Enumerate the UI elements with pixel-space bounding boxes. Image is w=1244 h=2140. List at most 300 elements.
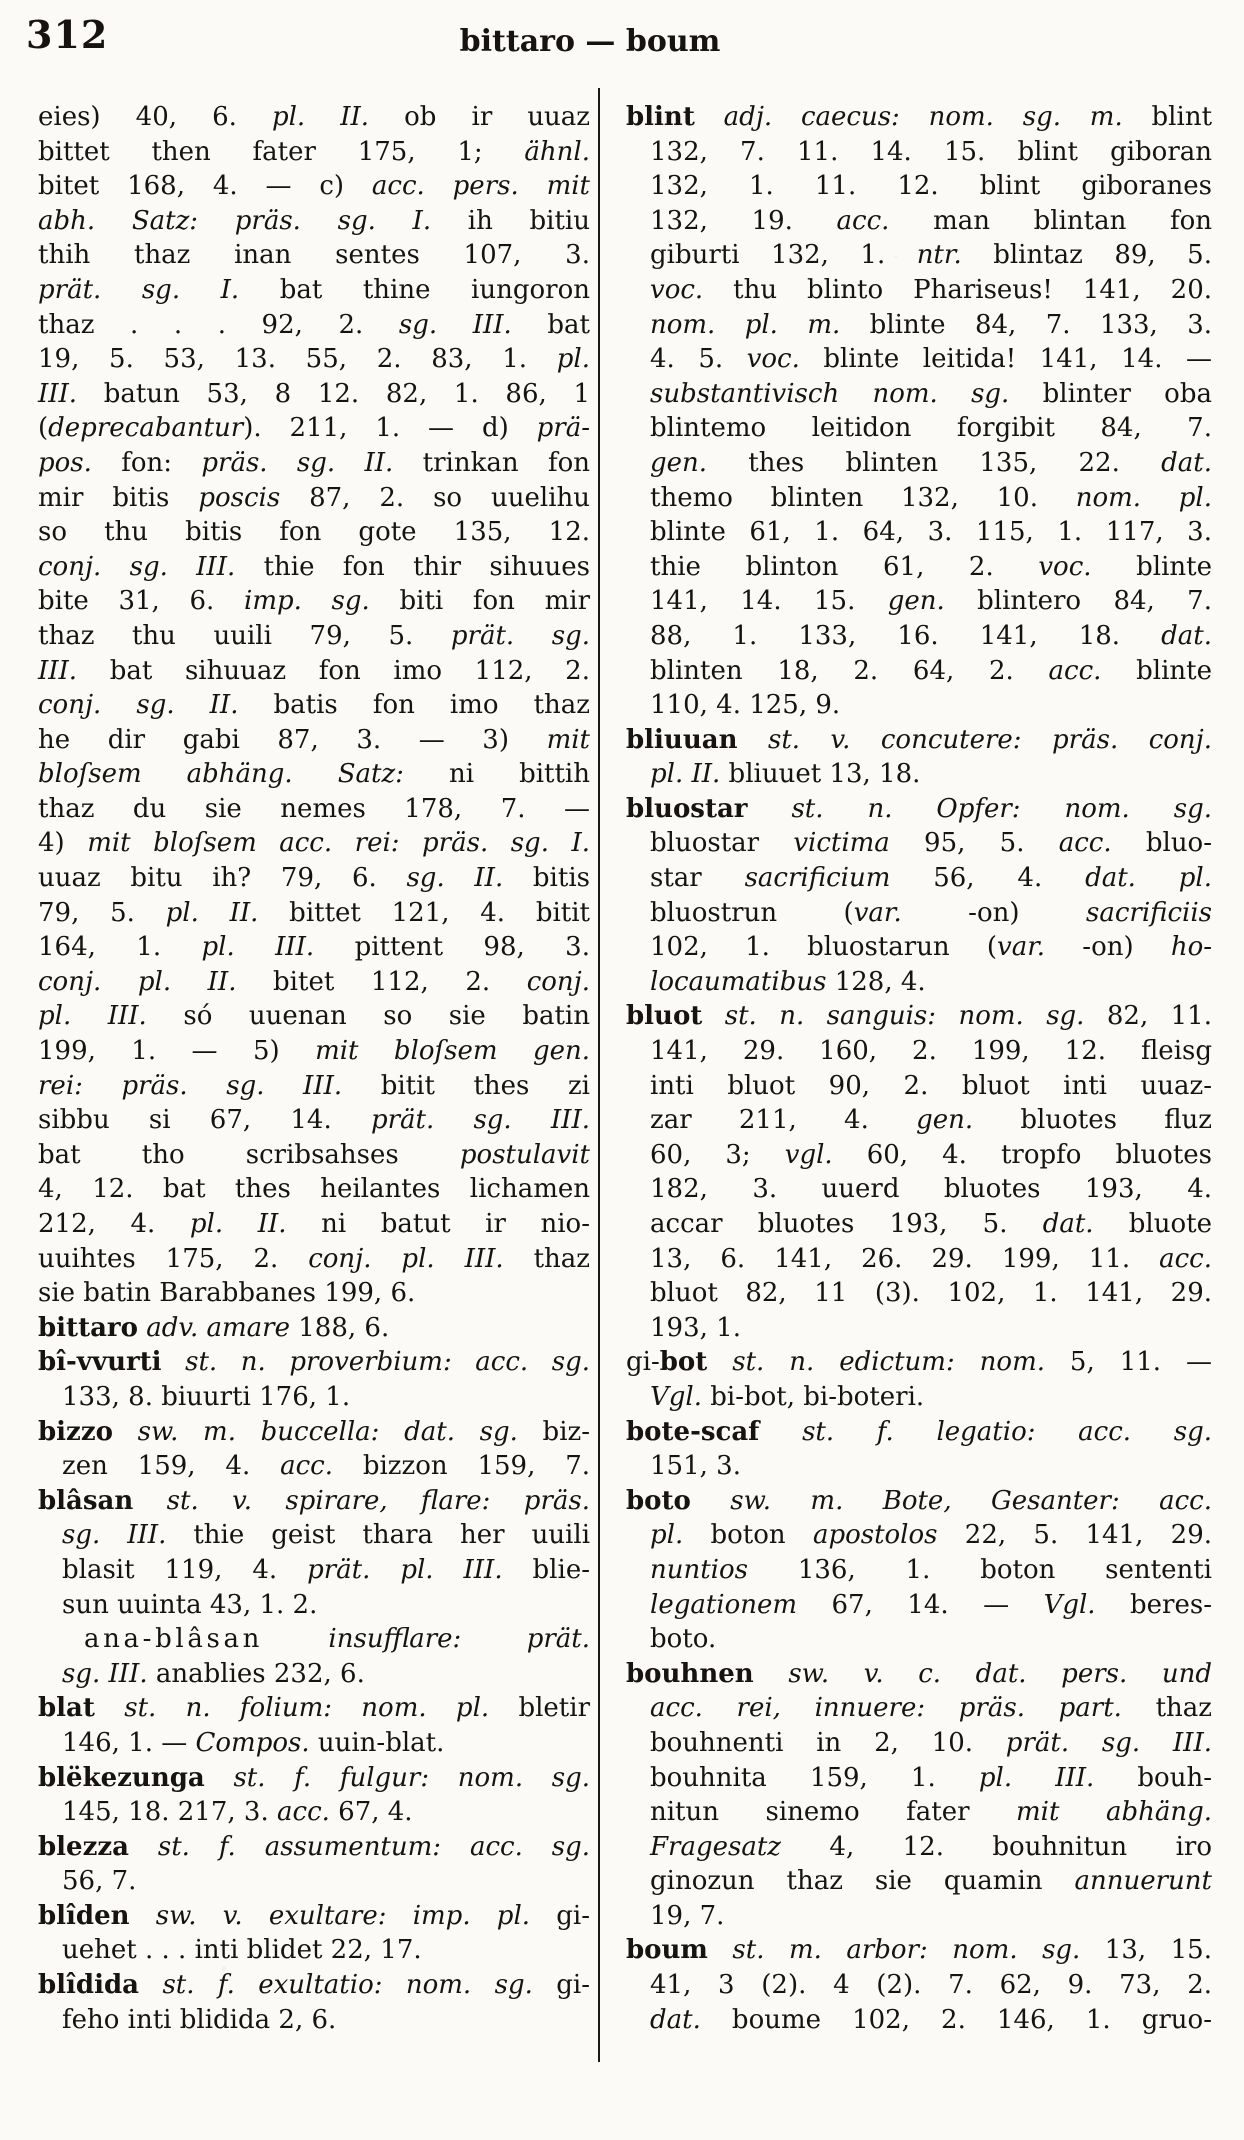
text-segment: 67, 14. — <box>797 1589 1044 1620</box>
text-segment: acc. <box>277 1797 330 1828</box>
text-segment: 146, 1. — <box>62 1727 196 1758</box>
text-segment: 128, 4. <box>826 966 926 997</box>
text-segment: mit abhäng. <box>1016 1797 1213 1828</box>
text-segment: bat tho scribsahses <box>38 1139 460 1170</box>
text-segment: pl. II. <box>165 897 259 928</box>
text-segment: sw. v. c. dat. pers. und <box>788 1658 1213 1689</box>
dictionary-entry <box>626 792 1212 1000</box>
text-segment: bite 31, 6. <box>38 586 244 617</box>
text-segment: man blintan fon <box>889 205 1212 236</box>
text-segment: biti fon mir <box>369 586 590 617</box>
entry-line <box>38 204 590 239</box>
entry-line <box>38 342 590 377</box>
entry-line <box>626 1795 1212 1830</box>
text-segment: beres- <box>1095 1589 1212 1620</box>
entry-line <box>38 1657 590 1692</box>
entry-line <box>626 1103 1212 1138</box>
text-segment: 164, 1. <box>38 932 202 963</box>
dictionary-entry <box>626 723 1212 792</box>
text-segment: blezza <box>38 1831 129 1862</box>
entry-line <box>626 135 1212 170</box>
dictionary-entry <box>626 100 1212 723</box>
text-segment: dat. <box>1161 620 1212 651</box>
text-segment: sacrificium <box>744 863 891 894</box>
entry-line <box>626 1864 1212 1899</box>
text-segment: st. n. edictum: nom. <box>732 1347 1045 1378</box>
text-segment: bittet then fater 175, 1; <box>38 136 525 167</box>
text-segment: blinte 61, 1. 64, 3. 115, 1. 117, 3. <box>650 517 1212 548</box>
dictionary-entry <box>38 1345 590 1414</box>
text-segment: anablies 232, 6. <box>147 1658 365 1689</box>
text-segment: deprecabantur <box>48 413 244 444</box>
text-segment <box>702 1001 724 1031</box>
text-segment: thih thaz inan sentes 107, 3. <box>38 240 590 271</box>
text-segment: III. <box>38 378 78 409</box>
text-segment: bitet 112, 2. <box>236 966 527 997</box>
dictionary-entry <box>626 1415 1212 1484</box>
text-segment: 95, 5. <box>889 828 1059 859</box>
entry-line <box>626 308 1212 343</box>
text-segment: 102, 1. bluostarun ( <box>650 932 998 963</box>
text-segment: gi- <box>532 1970 591 2001</box>
text-segment: bloſsem abhäng. Satz: <box>38 759 404 790</box>
entry-line <box>38 1761 590 1796</box>
text-segment: conj. sg. III. <box>38 551 236 582</box>
text-segment: bî-vvurti <box>38 1347 162 1378</box>
entry-line <box>38 584 590 619</box>
text-segment: bat <box>511 309 590 340</box>
dictionary-entry <box>38 1968 590 2037</box>
text-segment: ob ir uuaz <box>369 102 591 132</box>
text-segment: sw. m. Bote, Gesanter: acc. <box>730 1485 1212 1516</box>
entry-line <box>38 654 590 689</box>
text-segment: mit bloſsem acc. rei: präs. sg. I. <box>87 828 591 859</box>
entry-line <box>38 826 590 861</box>
text-segment: acc. rei, innuere: präs. part. <box>650 1693 1122 1724</box>
text-segment <box>707 1347 732 1377</box>
entry-line <box>38 1726 590 1761</box>
text-segment: giburti 132, 1. <box>650 240 917 271</box>
text-segment: abh. Satz: präs. sg. I. <box>38 205 432 236</box>
text-segment: dat. <box>1161 447 1212 478</box>
entry-line <box>38 377 590 412</box>
text-segment: sw. v. exultare: imp. pl. <box>155 1900 531 1931</box>
entry-line <box>38 411 590 446</box>
text-segment: prät. sg. <box>450 620 590 651</box>
text-segment: pl. II. <box>189 1209 287 1239</box>
text-segment: acc. pers. mit <box>371 171 591 202</box>
text-segment: 199, 1. — 5) <box>38 1036 316 1067</box>
text-segment: pl. <box>650 1520 684 1551</box>
text-segment: bote-scaf <box>626 1416 760 1447</box>
entry-line <box>38 1276 590 1311</box>
entry-line <box>38 1138 590 1173</box>
entry-line <box>38 999 590 1034</box>
entry-line <box>626 1311 1212 1346</box>
text-segment: Vgl. <box>650 1381 702 1412</box>
text-segment: sie batin Barabbanes 199, 6. <box>38 1278 416 1309</box>
text-segment: adj. caecus: nom. sg. m. <box>723 102 1123 132</box>
text-segment: blintero 84, 7. <box>944 586 1212 617</box>
text-segment: bouhnita 159, 1. <box>650 1762 979 1793</box>
text-segment: boume 102, 2. 146, 1. gruo- <box>700 2004 1212 2035</box>
text-segment: ( <box>38 413 49 444</box>
text-segment: pl. II. <box>271 102 370 132</box>
text-segment: blint <box>626 102 695 132</box>
entry-line <box>626 1830 1212 1865</box>
dictionary-entry <box>626 1345 1212 1414</box>
right-column <box>626 100 1212 2037</box>
text-segment: bitet 168, 4. — c) <box>38 171 372 202</box>
text-segment: 67, 4. <box>329 1797 413 1828</box>
text-segment: 212, 4. <box>38 1209 190 1239</box>
entry-line <box>626 1415 1212 1450</box>
text-segment: 22, 5. 141, 29. <box>937 1520 1212 1551</box>
text-segment <box>139 1970 162 2000</box>
running-title: bittaro — boum <box>459 24 721 59</box>
text-segment: st. f. legatio: acc. sg. <box>802 1416 1212 1447</box>
text-segment: blîden <box>38 1900 130 1931</box>
entry-line <box>626 1172 1212 1207</box>
entry-line <box>626 446 1212 481</box>
page-number: 312 <box>26 12 109 57</box>
entry-line <box>38 1933 590 1968</box>
text-segment: bluostar <box>626 793 748 824</box>
dictionary-entry <box>38 1311 590 1346</box>
text-segment: 56, 4. <box>890 863 1086 894</box>
column-divider <box>598 88 600 2062</box>
entry-line <box>38 515 590 550</box>
text-segment: blîdida <box>38 1970 140 2001</box>
entry-line <box>38 550 590 585</box>
text-segment: gen. <box>916 1105 974 1136</box>
text-segment: ana-blâsan <box>84 1624 263 1655</box>
text-segment: conj. pl. II. <box>38 966 237 997</box>
entry-line <box>38 688 590 723</box>
entry-line <box>38 861 590 896</box>
text-segment: 141, 14. 15. <box>650 586 888 617</box>
text-segment: acc. <box>836 205 890 236</box>
text-segment: prät. sg. I. <box>38 274 240 305</box>
dictionary-entry <box>626 1657 1212 1934</box>
dictionary-entry <box>38 1899 590 1968</box>
entry-line <box>38 238 590 273</box>
text-segment: ähnl. <box>524 136 590 167</box>
text-segment: bouhnenti in 2, 10. <box>650 1727 1006 1758</box>
text-segment: nuntios <box>650 1554 748 1585</box>
dictionary-entry <box>626 1933 1212 2037</box>
entry-line <box>626 654 1212 689</box>
text-segment: 19, 5. 53, 13. 55, 2. 83, 1. <box>38 344 557 375</box>
dictionary-entry <box>38 1484 590 1692</box>
text-segment: conj. <box>526 966 590 997</box>
text-segment <box>738 725 768 755</box>
text-segment: fon: <box>91 447 202 478</box>
entry-line <box>626 1484 1212 1519</box>
entry-line <box>626 1657 1212 1692</box>
text-segment: sacrificiis <box>1085 897 1213 928</box>
text-segment: star <box>650 863 745 894</box>
text-segment: uehet . . . inti blidet 22, 17. <box>62 1935 422 1966</box>
text-segment: bitis <box>503 863 590 894</box>
entry-line <box>626 792 1212 827</box>
entry-line <box>626 1207 1212 1242</box>
dictionary-entry <box>38 1415 590 1484</box>
dictionary-entry <box>38 1691 590 1760</box>
entry-line <box>38 965 590 1000</box>
text-segment: conj. pl. III. <box>308 1243 504 1274</box>
text-segment: sw. m. buccella: dat. sg. <box>137 1416 518 1447</box>
text-segment: acc. <box>1159 1243 1212 1274</box>
text-segment: bluot <box>626 1001 703 1032</box>
text-segment: bat thine iungoron <box>239 274 590 305</box>
text-segment: blinte 84, 7. 133, 3. <box>840 309 1213 340</box>
entry-line <box>626 1691 1212 1726</box>
text-segment: st. n. sanguis: nom. sg. <box>724 1001 1085 1032</box>
text-segment: III. <box>38 655 78 686</box>
entry-line <box>626 342 1212 377</box>
text-segment: bouh- <box>1094 1762 1212 1793</box>
entry-line <box>626 1138 1212 1173</box>
entry-line <box>38 1484 590 1519</box>
text-segment: prät. pl. III. <box>307 1554 503 1585</box>
text-segment: 151, 3. <box>650 1451 741 1482</box>
text-segment: voc. <box>746 344 800 375</box>
entry-line <box>38 1449 590 1484</box>
text-segment: 82, 11. <box>1084 1001 1212 1032</box>
text-segment: 132, 19. <box>650 205 837 236</box>
text-segment: 4, 12. bat thes heilantes lichamen <box>38 1174 590 1205</box>
text-segment: vgl. <box>784 1139 833 1170</box>
text-segment: rei: präs. sg. III. <box>38 1070 343 1101</box>
text-segment: adv. amare <box>146 1312 290 1343</box>
text-segment: mir bitis <box>38 482 199 513</box>
text-segment: acc. <box>1058 828 1112 859</box>
text-segment: mit bloſsem gen. <box>315 1036 590 1067</box>
entry-line <box>38 100 590 135</box>
entry-line <box>38 1103 590 1138</box>
entry-line <box>626 930 1212 965</box>
text-segment: ginozun thaz sie quamin <box>650 1866 1075 1897</box>
text-segment: thaz thu uuili 79, 5. <box>38 620 451 651</box>
text-segment: prä- <box>536 413 590 444</box>
text-segment: boto. <box>650 1624 717 1655</box>
text-segment: blëkezunga <box>38 1762 205 1793</box>
text-segment <box>708 1935 732 1965</box>
text-segment: pl. III. <box>201 932 315 963</box>
text-segment: sg. III. <box>398 309 512 340</box>
text-segment: bouhnen <box>626 1658 754 1689</box>
entry-line <box>38 135 590 170</box>
text-segment: nitun sinemo fater <box>650 1797 1017 1828</box>
text-segment: blinte <box>1101 655 1212 686</box>
entry-line <box>626 1034 1212 1069</box>
text-segment: victima <box>793 828 890 859</box>
entry-line <box>38 1518 590 1553</box>
text-segment: mit <box>546 724 590 755</box>
entry-line <box>626 204 1212 239</box>
entry-line <box>38 1553 590 1588</box>
text-segment: bizzon 159, 7. <box>332 1451 590 1482</box>
text-segment: 88, 1. 133, 16. 141, 18. <box>650 620 1162 651</box>
text-segment: bluostrun ( <box>650 897 854 928</box>
text-segment: thie geist thara her uuili <box>166 1520 591 1551</box>
text-segment: sibbu si 67, 14. <box>38 1105 371 1136</box>
entry-line <box>38 792 590 827</box>
text-segment: dat. <box>650 2004 701 2035</box>
entry-line <box>626 238 1212 273</box>
text-segment: gi- <box>530 1900 590 1931</box>
text-segment: batis fon imo thaz <box>238 690 590 721</box>
text-segment: bluot 82, 11 (3). 102, 1. 141, 29. <box>650 1278 1212 1309</box>
text-segment: acc. <box>280 1451 333 1482</box>
entry-line <box>626 688 1212 723</box>
text-segment: thaz . . . 92, 2. <box>38 309 399 340</box>
text-segment: bluostar <box>650 828 794 859</box>
text-segment: conj. sg. II. <box>38 690 239 721</box>
entry-line <box>626 584 1212 619</box>
text-segment: st. n. proverbium: acc. sg. <box>185 1347 590 1378</box>
text-segment: trinkan fon <box>393 447 590 478</box>
entry-line <box>626 2003 1212 2038</box>
entry-line <box>38 1380 590 1415</box>
left-column <box>38 100 590 2037</box>
text-segment <box>113 1417 138 1447</box>
text-segment: 19, 7. <box>650 1900 725 1931</box>
text-segment: blâsan <box>38 1485 134 1516</box>
text-segment: -on) <box>901 897 1086 928</box>
text-segment: feho inti blidida 2, 6. <box>62 2004 337 2035</box>
text-segment: apostolos <box>812 1520 938 1551</box>
entry-line <box>626 100 1212 135</box>
text-segment: 141, 29. 160, 2. 199, 12. fleisg <box>650 1036 1212 1067</box>
text-segment: 132, 7. 11. 14. 15. blint giboran <box>650 136 1212 167</box>
text-segment: pl. <box>556 344 590 375</box>
text-segment: 60, 3; <box>650 1139 785 1170</box>
text-segment: thes blinten 135, 22. <box>707 447 1162 478</box>
entry-line <box>38 308 590 343</box>
text-segment: st. v. spirare, flare: präs. <box>166 1485 590 1516</box>
text-segment: bluote <box>1093 1209 1212 1239</box>
entry-line <box>626 1588 1212 1623</box>
text-segment: themo blinten 132, 10. <box>650 482 1076 513</box>
text-segment: ). 211, 1. — d) <box>243 413 537 444</box>
entry-line <box>38 273 590 308</box>
text-segment: locaumatibus <box>650 966 827 997</box>
text-segment: insufflare: prät. <box>328 1624 590 1655</box>
text-segment: blintemo leitidon forgibit 84, 7. <box>650 413 1212 444</box>
entry-line <box>626 1449 1212 1484</box>
entry-line <box>626 273 1212 308</box>
text-segment: st. v. concutere: präs. conj. <box>767 724 1212 755</box>
text-segment: boum <box>626 1935 708 1966</box>
text-segment: -on) <box>1045 932 1171 963</box>
text-segment: boto <box>626 1485 691 1516</box>
entry-line <box>626 1069 1212 1104</box>
dictionary-entry <box>38 1830 590 1899</box>
entry-line <box>626 1345 1212 1380</box>
text-segment: pl. II. <box>650 759 721 790</box>
text-segment: 133, 8. biuurti 176, 1. <box>62 1381 351 1412</box>
text-segment: blinter oba <box>1009 378 1212 409</box>
text-segment: Fragesatz <box>650 1831 781 1862</box>
text-segment: thaz <box>503 1243 590 1274</box>
text-segment <box>263 1624 328 1654</box>
text-segment: sg. II. <box>406 863 504 894</box>
text-segment: inti bluot 90, 2. bluot inti uuaz- <box>650 1070 1212 1101</box>
text-segment: st. f. assumentum: acc. sg. <box>157 1831 590 1862</box>
text-segment: só uuenan so sie batin <box>146 1001 590 1032</box>
entry-line <box>626 1242 1212 1277</box>
text-segment <box>130 1901 156 1931</box>
entry-line <box>626 481 1212 516</box>
text-segment: st. f. fulgur: nom. sg. <box>233 1762 591 1793</box>
text-segment: gen. <box>650 447 708 478</box>
text-segment: 193, 1. <box>650 1312 741 1343</box>
entry-line <box>38 1415 590 1450</box>
text-segment: pos. <box>38 447 92 478</box>
text-segment <box>95 1693 124 1723</box>
text-segment: thu blinto Phariseus! 141, 20. <box>703 274 1212 305</box>
text-segment: blat <box>38 1693 95 1724</box>
text-segment: gen. <box>887 586 945 617</box>
text-segment: boton <box>683 1520 813 1551</box>
text-segment: zen 159, 4. <box>62 1451 281 1482</box>
text-segment: blintaz 89, 5. <box>961 240 1212 271</box>
text-segment: poscis <box>198 482 281 513</box>
text-segment: prät. sg. III. <box>370 1105 590 1136</box>
text-segment: zar 211, 4. <box>650 1105 917 1136</box>
text-segment: bletir <box>489 1693 591 1724</box>
text-segment: blasit 119, 4. <box>62 1554 308 1585</box>
text-segment: nom. pl. <box>1075 482 1212 513</box>
text-segment: acc. <box>1048 655 1102 686</box>
entry-line <box>626 826 1212 861</box>
entry-line <box>38 481 590 516</box>
text-segment: 136, 1. boton sententi <box>748 1554 1212 1585</box>
entry-line <box>626 411 1212 446</box>
text-segment: biz- <box>517 1416 591 1447</box>
text-segment: 188, 6. <box>289 1312 390 1343</box>
text-segment: ntr. <box>916 240 962 271</box>
entry-line <box>38 930 590 965</box>
text-segment: st. n. folium: nom. pl. <box>124 1693 490 1724</box>
text-segment <box>754 1659 789 1689</box>
text-segment: 60, 4. tropfo bluotes <box>832 1139 1212 1170</box>
entry-line <box>38 1242 590 1277</box>
entry-line <box>626 1518 1212 1553</box>
text-segment: bluotes fluz <box>973 1105 1212 1136</box>
entry-line <box>38 1207 590 1242</box>
text-segment <box>759 1417 802 1447</box>
entry-line <box>38 1069 590 1104</box>
text-segment: thaz du sie nemes 178, 7. — <box>38 793 590 824</box>
text-segment: annuerunt <box>1074 1866 1212 1897</box>
entry-line <box>626 1726 1212 1761</box>
entry-line <box>626 1276 1212 1311</box>
dictionary-entry <box>626 999 1212 1345</box>
text-segment: st. n. Opfer: nom. sg. <box>791 793 1213 824</box>
text-segment: substantivisch nom. sg. <box>650 378 1010 409</box>
text-segment: uuaz bitu ih? 79, 6. <box>38 863 407 894</box>
entry-line <box>626 896 1212 931</box>
text-segment: gi- <box>626 1347 660 1378</box>
entry-line <box>626 377 1212 412</box>
text-segment: blint <box>1122 102 1213 132</box>
text-segment: pl. III. <box>978 1762 1095 1793</box>
text-segment: dat. <box>1042 1209 1094 1239</box>
text-segment: dat. pl. <box>1085 863 1212 894</box>
